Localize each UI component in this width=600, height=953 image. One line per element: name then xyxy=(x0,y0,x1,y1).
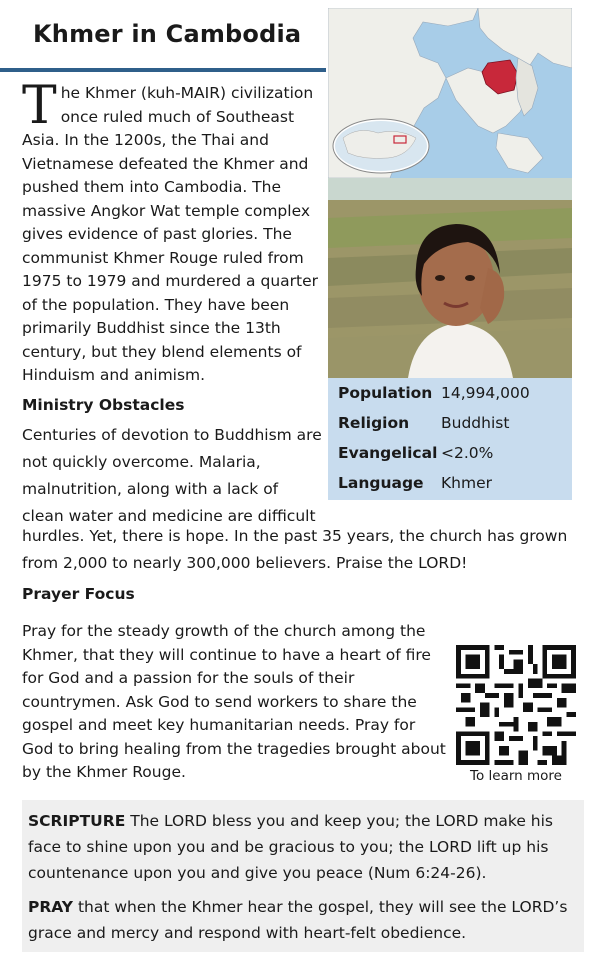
scripture-paragraph xyxy=(28,808,580,886)
fact-religion xyxy=(338,411,509,435)
scripture-box xyxy=(22,800,584,952)
title-divider xyxy=(0,68,326,72)
fact-label: Evangelical xyxy=(338,444,438,462)
location-map xyxy=(328,8,572,178)
qr-caption: To learn more xyxy=(470,768,562,784)
scripture-text: The LORD bless you and keep you; the LORD make his face to shine upon you and be gracious to you; the LORD lift up his countenance upon you and give you peace (Num 6:24-26). xyxy=(28,812,554,882)
scripture-label: SCRIPTURE xyxy=(28,812,126,830)
pray-paragraph xyxy=(28,894,580,946)
page-title: Khmer in Cambodia xyxy=(33,20,302,48)
obstacles-heading: Ministry Obstacles xyxy=(22,396,185,414)
portrait-photo xyxy=(328,178,572,378)
drop-cap: T xyxy=(22,76,57,136)
fact-value: <2.0% xyxy=(441,444,494,462)
prayer-text: Pray for the steady growth of the church among the Khmer, that they will continue to have a heart of fire for God and a passion for the souls of their countrymen. Ask God to send workers to share the gospel and meet key humanitarian needs. Pray for God to bring healing from the tragedies brought about by the Khmer Rouge. xyxy=(22,622,446,781)
fact-label: Religion xyxy=(338,414,410,432)
prayer-heading: Prayer Focus xyxy=(22,585,135,603)
qr-code[interactable] xyxy=(456,645,576,765)
fact-population xyxy=(338,381,530,405)
fact-evangelical xyxy=(338,441,493,465)
intro-text: he Khmer (kuh-MAIR) civilization once ruled much of Southeast Asia. In the 1200s, the Thai and Vietnamese defeated the Khmer and pushed them into Cambodia. The massive Angkor Wat temple complex gives evidence of past glories. The communist Khmer Rouge ruled from 1975 to 1979 and murdered a quarter of the population. They have been primarily Buddhist since the 13th century, but they blend elements of Hinduism and animism. xyxy=(22,84,318,384)
fact-label: Population xyxy=(338,384,433,402)
fact-language xyxy=(338,471,492,495)
intro-paragraph xyxy=(22,76,322,388)
obstacles-text: Centuries of devotion to Buddhism are not quickly overcome. Malaria, malnutrition, along with a lack of clean water and medicine are difficult xyxy=(22,426,322,525)
fact-value: Buddhist xyxy=(441,414,510,432)
fact-value: 14,994,000 xyxy=(441,384,530,402)
pray-label: PRAY xyxy=(28,898,74,916)
fact-label: Language xyxy=(338,474,424,492)
obstacles-text-continued: hurdles. Yet, there is hope. In the past 35 years, the church has grown from 2,000 to nearly 300,000 believers. Praise the LORD! xyxy=(22,527,568,572)
facts-box xyxy=(328,378,572,500)
fact-value: Khmer xyxy=(441,474,492,492)
pray-text: that when the Khmer hear the gospel, they will see the LORD’s grace and mercy and respond with heart-felt obedience. xyxy=(28,898,568,942)
